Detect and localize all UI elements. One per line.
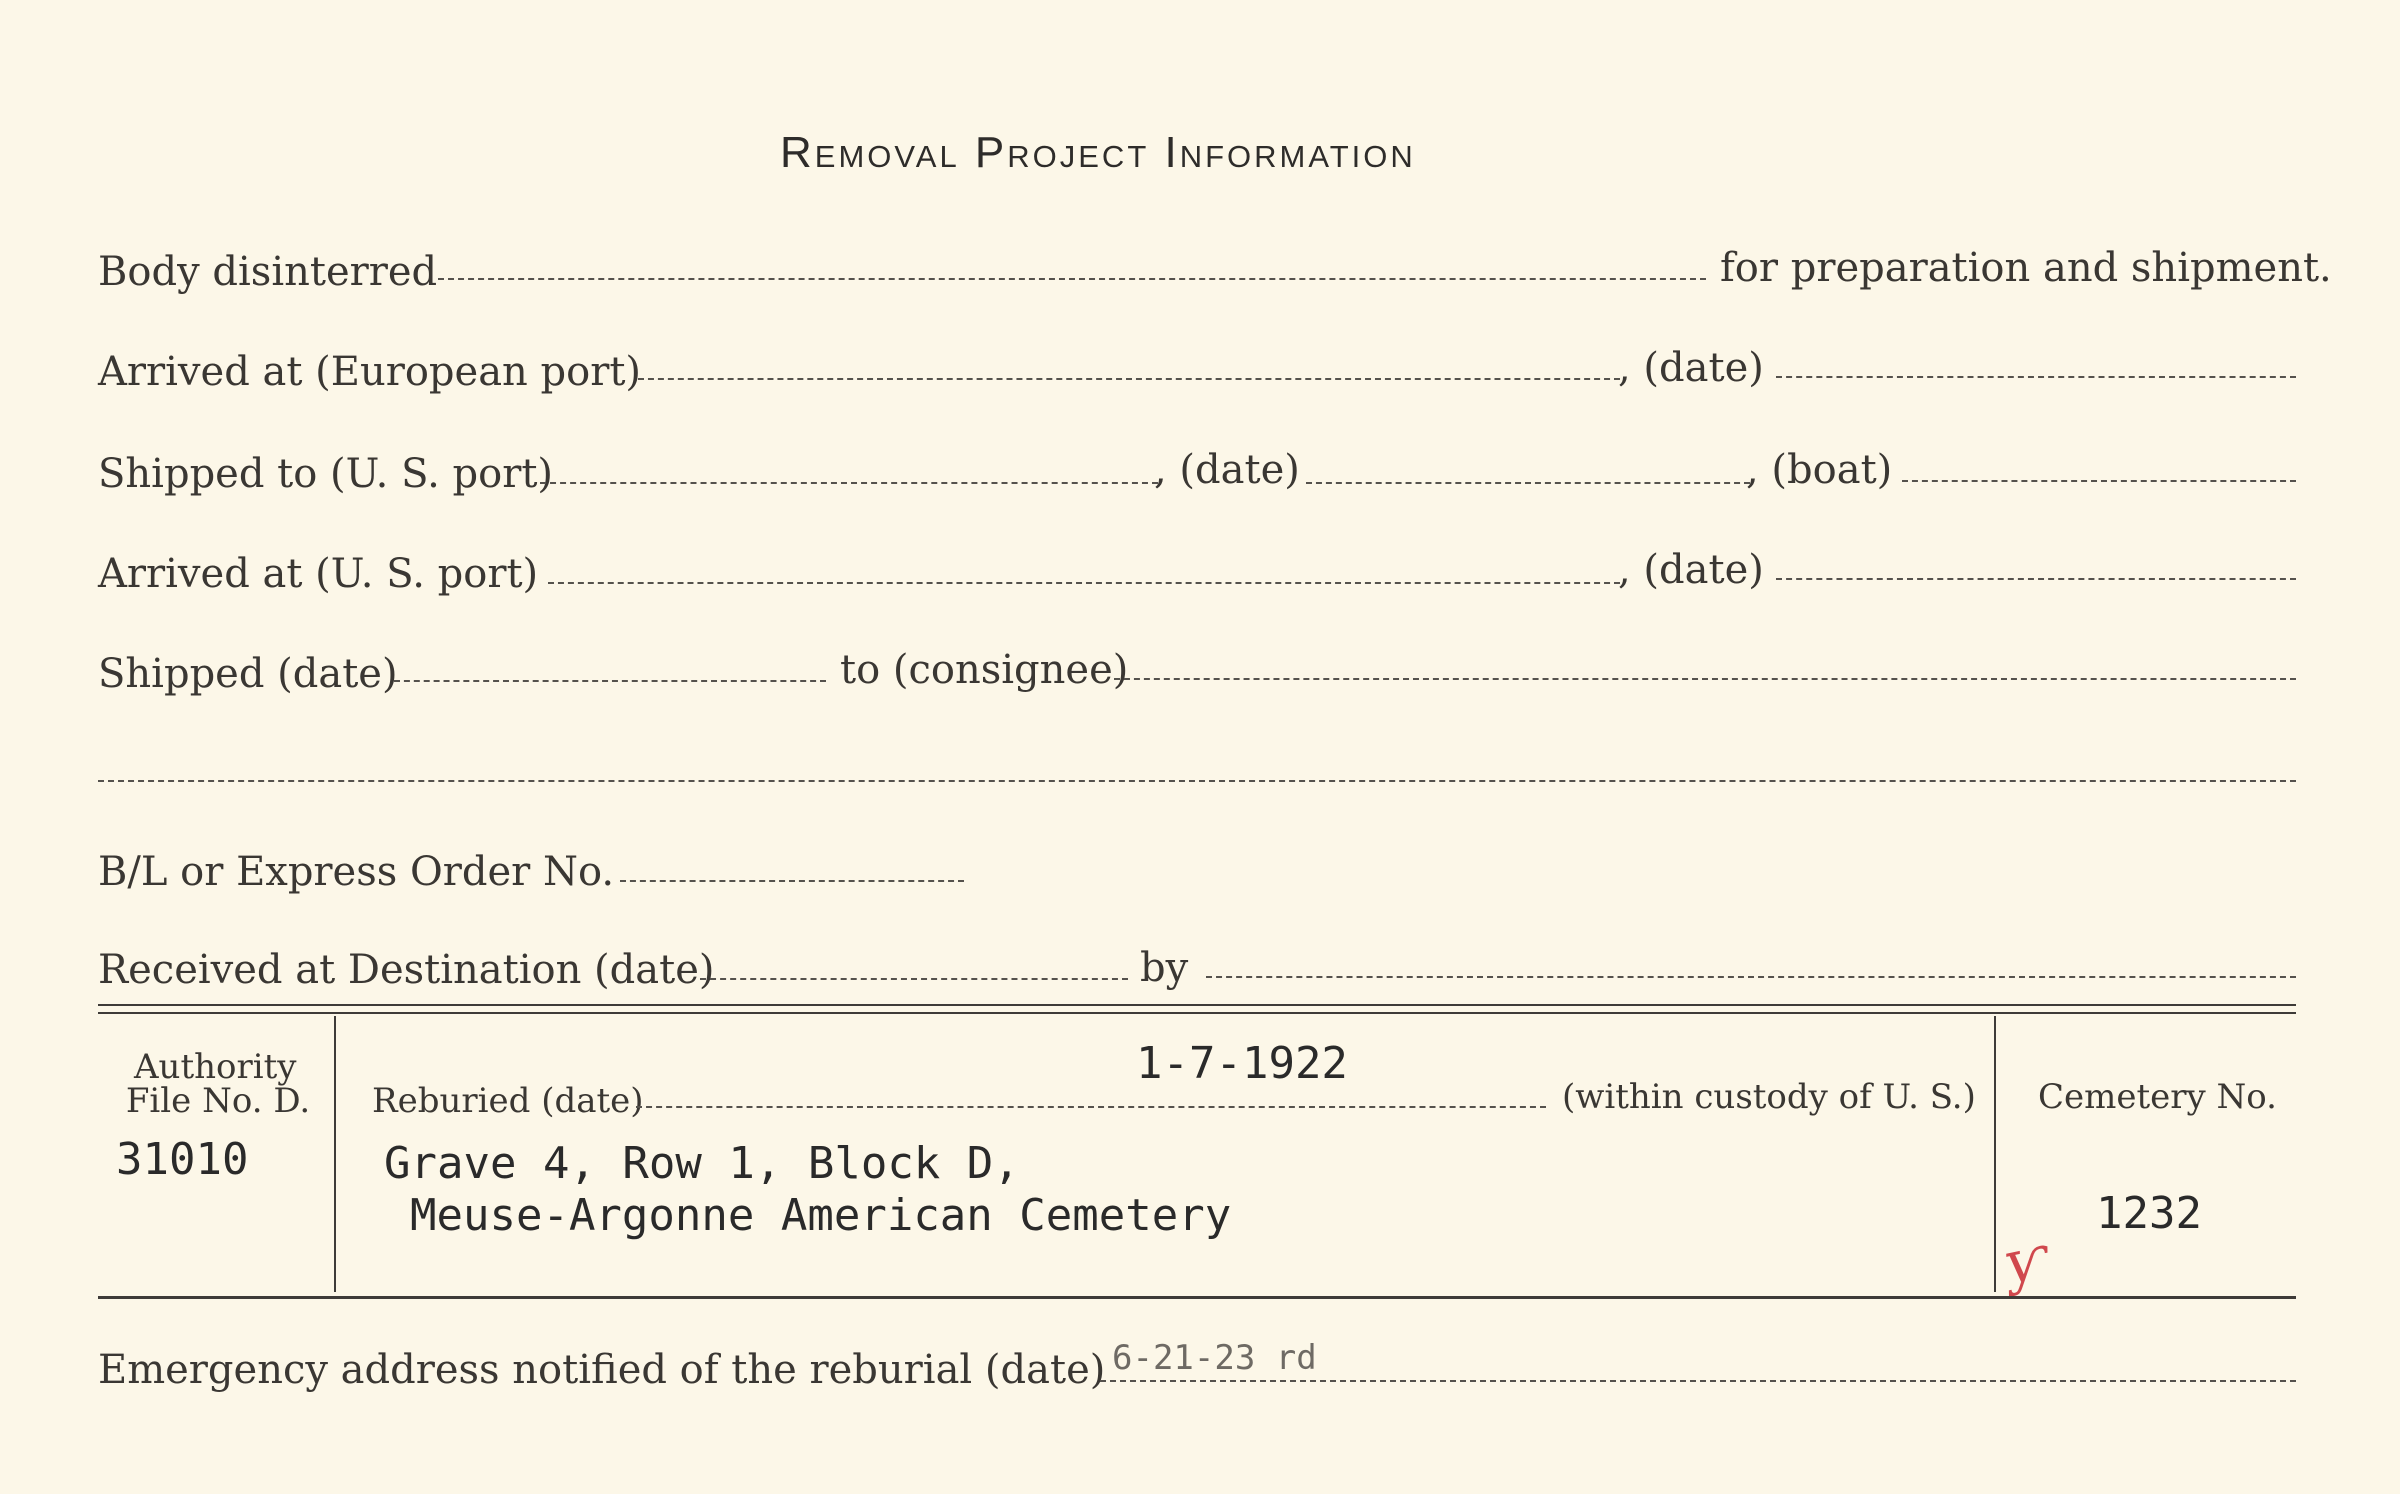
body-disinterred-label: Body disinterred [98,249,438,295]
arrived-us-port-label: Arrived at (U. S. port) [98,551,539,597]
emergency-date-line [1100,1380,2296,1382]
reburied-date-label: Reburied (date) [372,1081,644,1121]
cemetery-no-value: 1232 [2096,1188,2202,1239]
arrived-us-port-date-line [1776,578,2296,580]
shipped-date-label: Shipped (date) [98,651,398,697]
shipped-us-port-line [540,482,1158,484]
card-title: Removal Project Information [780,128,1416,177]
arrived-european-date-label: , (date) [1618,345,1764,391]
authority-label-1: Authority [134,1047,297,1087]
arrived-european-date-line [1776,376,2296,378]
custody-label: (within custody of U. S.) [1562,1077,1976,1117]
shipped-us-port-boat-label: , (boat) [1746,447,1893,493]
continuation-line [98,780,2296,782]
box-top-rule-1 [98,1004,2296,1006]
consignee-line [1114,678,2296,680]
arrived-european-label: Arrived at (European port) [98,349,642,395]
received-label: Received at Destination (date) [98,947,715,993]
received-by-line [1206,976,2296,978]
shipped-date-line [394,680,826,682]
reburied-date-value: 1-7-1922 [1136,1038,1348,1089]
cemetery-no-label: Cemetery No. [2038,1077,2277,1117]
received-date-line [700,978,1128,980]
arrived-european-line [638,378,1620,380]
received-by-label: by [1140,945,1189,991]
shipped-us-port-boat-line [1902,480,2296,482]
emergency-label: Emergency address notified of the reburial (date) [98,1347,1106,1393]
authority-label-2: File No. D. [125,1081,311,1121]
emergency-date-value: 6-21-23 rd [1112,1338,1317,1378]
box-top-rule-2 [98,1012,2296,1014]
consignee-label: to (consignee) [840,647,1129,693]
shipped-us-port-date-label: , (date) [1154,447,1300,493]
bl-order-line [620,880,964,882]
reburied-date-line [636,1106,1546,1108]
grave-location-line-1: Grave 4, Row 1, Block D, [384,1138,1020,1189]
box-bottom-rule [98,1296,2296,1299]
authority-file-number: 31010 [116,1134,249,1185]
bl-order-label: B/L or Express Order No. [98,849,615,895]
shipped-us-port-label: Shipped to (U. S. port) [98,451,553,497]
grave-location-line-2: Meuse-Argonne American Cemetery [410,1190,1232,1241]
red-check-mark: ƴ [1997,1222,2054,1298]
box-divider-left [334,1016,336,1292]
arrived-us-port-date-label: , (date) [1618,547,1764,593]
shipped-us-port-date-line [1306,482,1750,484]
body-disinterred-line [438,278,1706,280]
arrived-us-port-line [548,582,1620,584]
box-divider-right [1994,1016,1996,1292]
body-disinterred-suffix: for preparation and shipment. [1720,245,2332,291]
